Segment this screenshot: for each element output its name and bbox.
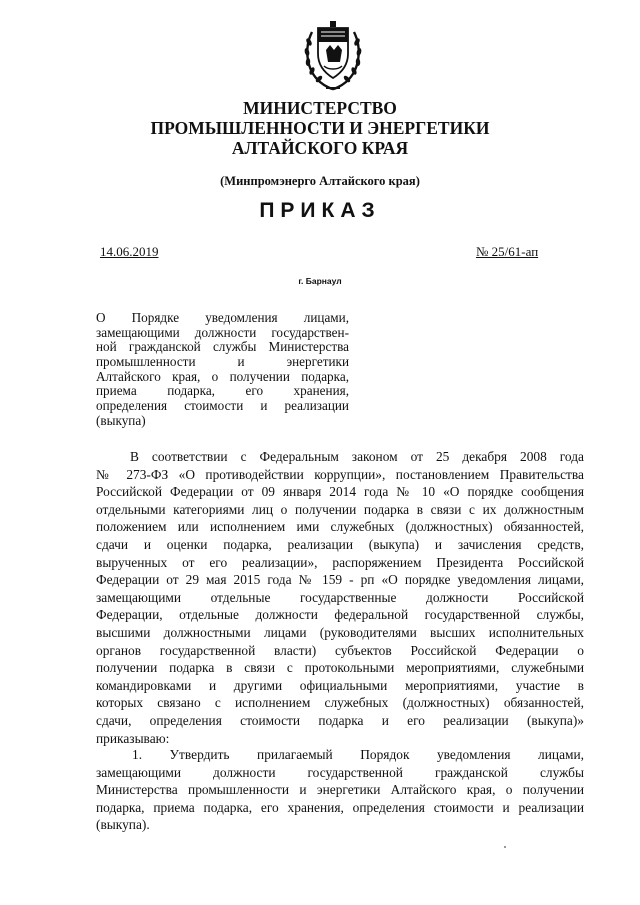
text-line: высшими должностными лицами (руководителями высших исполнительных bbox=[96, 624, 584, 640]
ministry-name-line1: МИНИСТЕРСТВО bbox=[243, 98, 397, 118]
city-name: г. Барнаул bbox=[298, 276, 342, 286]
text-line: (выкупа). bbox=[96, 817, 150, 833]
scan-speck bbox=[504, 846, 506, 848]
coat-of-arms-emblem bbox=[302, 18, 364, 92]
order-item-1 bbox=[96, 746, 584, 834]
preamble-paragraph bbox=[96, 448, 584, 747]
text-line: Российской Федерации от 09 января 2014 года № 10 «О порядке сообщения bbox=[96, 484, 584, 500]
subject-line: определения стоимости и реализации bbox=[96, 398, 349, 414]
subject-line: ной гражданской службы Министерства bbox=[96, 339, 349, 355]
text-line: Министерства промышленности и энергетики Алтайского края, о получении bbox=[96, 782, 584, 798]
text-line: вырученных от его реализации», распоряжением Президента Российской bbox=[96, 554, 584, 570]
text-line: положением или исполнением ими служебных (должностных) обязанностей, bbox=[96, 519, 584, 535]
document-type-title: ПРИКАЗ bbox=[259, 199, 381, 222]
order-date: 14.06.2019 bbox=[100, 244, 159, 259]
text-line: сдачи, определения стоимости подарка и его реализации (выкупа)» bbox=[96, 712, 584, 728]
text-line: Федерации, отдельные должности федеральной государственной службы, bbox=[96, 607, 584, 623]
text-line: получении подарка в связи с протокольными мероприятиями, служебными bbox=[96, 660, 584, 676]
subject-line: приема подарка, его хранения, bbox=[96, 383, 349, 399]
ministry-abbreviation: (Минпромэнерго Алтайского края) bbox=[220, 174, 420, 188]
text-line: № 273-ФЗ «О противодействии коррупции», постановлением Правительства bbox=[96, 466, 584, 482]
text-line: замещающими должности государственной гражданской службы bbox=[96, 764, 584, 780]
order-number: № 25/61-ап bbox=[476, 244, 539, 259]
text-line: сдачи и оценки подарка, реализации (выкупа) и зачисления средств, bbox=[96, 536, 584, 552]
text-line: отдельными категориями лиц о получении подарка в связи с их должностным bbox=[96, 501, 584, 517]
ministry-name-line2: ПРОМЫШЛЕННОСТИ И ЭНЕРГЕТИКИ bbox=[150, 118, 490, 138]
order-subject bbox=[96, 311, 349, 429]
text-line: подарка, приема подарка, его хранения, определения стоимости и реализации bbox=[96, 799, 584, 815]
subject-line: (выкупа) bbox=[96, 412, 146, 428]
text-line: командировками и другими официальными мероприятиями, участие в bbox=[96, 677, 584, 693]
text-line: органов государственной власти) субъектов Российской Федерации о bbox=[96, 642, 584, 658]
ministry-name-line3: АЛТАЙСКОГО КРАЯ bbox=[231, 138, 409, 158]
subject-line: Алтайского края, о получении подарка, bbox=[96, 368, 349, 384]
text-line: замещающими отдельные государственные должности Российской bbox=[96, 589, 584, 605]
text-line: приказываю: bbox=[96, 730, 170, 746]
subject-line: О Порядке уведомления лицами, bbox=[96, 310, 349, 325]
subject-line: промышленности и энергетики bbox=[96, 354, 349, 370]
text-line: которых связано с исполнением служебных (должностных) обязанностей, bbox=[96, 695, 584, 711]
text-line: 1. Утвердить прилагаемый Порядок уведомления лицами, bbox=[132, 747, 584, 762]
text-line: В соответствии с Федеральным законом от 25 декабря 2008 года bbox=[130, 449, 584, 464]
subject-line: замещающими должности государствен- bbox=[96, 324, 349, 340]
text-line: Федерации от 29 мая 2015 года № 159 - рп «О порядке уведомления лицами, bbox=[96, 572, 584, 588]
